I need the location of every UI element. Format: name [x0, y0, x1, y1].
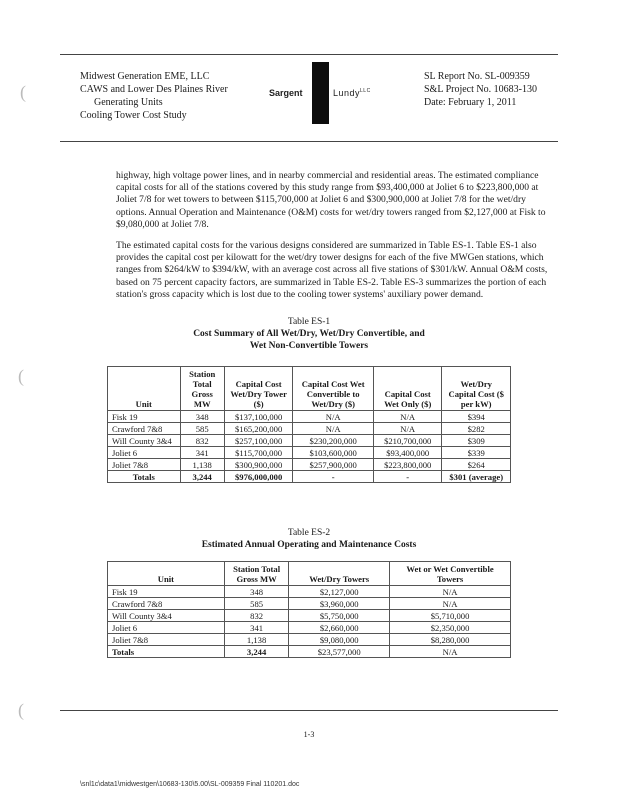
- cell-wet: $5,710,000: [390, 610, 511, 622]
- cell-wetdry: $257,100,000: [224, 435, 293, 447]
- col-header: Capital Cost Wet Convertible to Wet/Dry ($): [293, 367, 374, 411]
- cell-wetdry: $2,660,000: [289, 622, 390, 634]
- cell-unit: Crawford 7&8: [108, 598, 225, 610]
- col-header: Wet/Dry Capital Cost ($ per kW): [442, 367, 511, 411]
- cell-mw: 1,138: [180, 459, 224, 471]
- cell-wetdry: $976,000,000: [224, 471, 293, 483]
- cell-wetdry: $3,960,000: [289, 598, 390, 610]
- margin-mark: (: [18, 366, 24, 386]
- cell-unit: Will County 3&4: [108, 435, 181, 447]
- cell-unit: Joliet 7&8: [108, 459, 181, 471]
- margin-mark: (: [18, 700, 24, 720]
- cell-mw: 3,244: [180, 471, 224, 483]
- cell-convertible: $103,600,000: [293, 447, 374, 459]
- report-number: SL Report No. SL-009359: [424, 71, 530, 82]
- cell-unit: Will County 3&4: [108, 610, 225, 622]
- logo-word-left: Sargent: [269, 88, 303, 98]
- table-row: [108, 622, 511, 634]
- cell-mw: 585: [180, 423, 224, 435]
- cost-summary-table: [107, 366, 511, 483]
- cell-wetonly: $223,800,000: [373, 459, 442, 471]
- col-header: Unit: [108, 367, 181, 411]
- cell-convertible: -: [293, 471, 374, 483]
- project-number: S&L Project No. 10683-130: [424, 84, 537, 95]
- paragraph-2: The estimated capital costs for the various designs considered are summarized in Table ES-1. Table ES-1 also provides the capital cost per kilowatt for the wet/dry tower designs for each of the five MWGen stations, which ranges from $264/kW to $394/kW, with an average cost across all five stations of $301/kW. Annual O&M costs, based on 75 percent capacity factors, are summarized in Table ES-2. Table ES-3 summarizes the portion of each station's gross capacity which is lost due to the cooling tower systems' auxiliary power demand.: [116, 240, 548, 300]
- file-path: \snl1c\data1\midwestgen\10683-130\5.00\SL-009359 Final 110201.doc: [80, 781, 300, 788]
- cell-wet: N/A: [390, 598, 511, 610]
- om-cost-table: [107, 561, 511, 658]
- cell-wetonly: -: [373, 471, 442, 483]
- col-header: Capital Cost Wet Only ($): [373, 367, 442, 411]
- header-bottom-rule: [60, 141, 558, 142]
- cell-wetdry: $165,200,000: [224, 423, 293, 435]
- logo-bar: [312, 62, 329, 124]
- col-header: Unit: [108, 562, 225, 586]
- cell-perkw: $301 (average): [442, 471, 511, 483]
- cell-wetdry: $9,080,000: [289, 634, 390, 646]
- table-row: [108, 411, 511, 423]
- cell-mw: 348: [180, 411, 224, 423]
- cell-totals-label: Totals: [108, 646, 225, 658]
- cell-wet: N/A: [390, 646, 511, 658]
- cell-mw: 832: [224, 610, 288, 622]
- report-date: Date: February 1, 2011: [424, 97, 517, 108]
- cell-wetonly: N/A: [373, 411, 442, 423]
- cell-perkw: $394: [442, 411, 511, 423]
- table-header-row: [108, 367, 511, 411]
- table2-label: Table ES-2: [287, 528, 331, 538]
- cell-unit: Crawford 7&8: [108, 423, 181, 435]
- totals-row: [108, 646, 511, 658]
- cell-wetdry: $300,900,000: [224, 459, 293, 471]
- cell-wetdry: $23,577,000: [289, 646, 390, 658]
- cell-wetdry: $2,127,000: [289, 586, 390, 598]
- cell-unit: Joliet 7&8: [108, 634, 225, 646]
- table1-label: Table ES-1: [287, 317, 331, 327]
- cell-mw: 1,138: [224, 634, 288, 646]
- cell-wetdry: $115,700,000: [224, 447, 293, 459]
- table-row: [108, 423, 511, 435]
- header-company: Midwest Generation EME, LLC: [80, 71, 210, 82]
- paragraph-1: highway, high voltage power lines, and in nearby commercial and residential areas. The estimated compliance capital costs for all of the stations covered by this study range from $93,400,000 at Joliet 6 to $223,800,000 at Joliet 7/8 for wet towers to between $115,700,000 at Joliet 6 and $300,900,000 at Joliet 7/8 for the wet/dry options. Annual Operation and Maintenance (O&M) costs for wet/dry towers ranged from $2,127,000 at Fisk to $9,080,000 at Joliet 7/8.: [116, 170, 546, 230]
- col-header: Wet/Dry Towers: [289, 562, 390, 586]
- table-row: [108, 447, 511, 459]
- cell-unit: Joliet 6: [108, 622, 225, 634]
- totals-row: [108, 471, 511, 483]
- col-header: Station Total Gross MW: [180, 367, 224, 411]
- sargent-lundy-logo: [269, 62, 369, 124]
- table1-title-line2: Wet Non-Convertible Towers: [249, 341, 369, 351]
- cell-perkw: $309: [442, 435, 511, 447]
- cell-wet: $2,350,000: [390, 622, 511, 634]
- cell-wetdry: $5,750,000: [289, 610, 390, 622]
- table-row: [108, 598, 511, 610]
- cell-mw: 585: [224, 598, 288, 610]
- cell-wet: $8,280,000: [390, 634, 511, 646]
- cell-wetonly: $93,400,000: [373, 447, 442, 459]
- table-row: [108, 586, 511, 598]
- cell-perkw: $339: [442, 447, 511, 459]
- cell-mw: 3,244: [224, 646, 288, 658]
- cell-wetonly: $210,700,000: [373, 435, 442, 447]
- cell-totals-label: Totals: [108, 471, 181, 483]
- cell-mw: 341: [224, 622, 288, 634]
- cell-wetdry: $137,100,000: [224, 411, 293, 423]
- header-left-block: [80, 70, 228, 122]
- col-header: Wet or Wet Convertible Towers: [390, 562, 511, 586]
- cell-convertible: $257,900,000: [293, 459, 374, 471]
- header-right-block: [424, 70, 537, 109]
- logo-word-right: Lundy$^{LLC}$: [333, 88, 371, 98]
- cell-convertible: $230,200,000: [293, 435, 374, 447]
- table-row: [108, 610, 511, 622]
- col-header: Capital Cost Wet/Dry Tower ($): [224, 367, 293, 411]
- header-units: Generating Units: [94, 97, 163, 108]
- cell-perkw: $282: [442, 423, 511, 435]
- cell-unit: Fisk 19: [108, 411, 181, 423]
- table-header-row: [108, 562, 511, 586]
- cell-unit: Joliet 6: [108, 447, 181, 459]
- page-number: 1-3: [303, 730, 315, 739]
- margin-mark: (: [20, 82, 26, 102]
- table2-title: Estimated Annual Operating and Maintenance Costs: [201, 540, 417, 550]
- header-study: Cooling Tower Cost Study: [80, 110, 187, 121]
- footer-rule: [60, 710, 558, 711]
- header-top-rule: [60, 54, 558, 55]
- table-row: [108, 459, 511, 471]
- cell-perkw: $264: [442, 459, 511, 471]
- cell-mw: 832: [180, 435, 224, 447]
- cell-convertible: N/A: [293, 423, 374, 435]
- table2-caption: [100, 527, 518, 551]
- cell-mw: 341: [180, 447, 224, 459]
- header-project: CAWS and Lower Des Plaines River: [80, 84, 228, 95]
- cell-wet: N/A: [390, 586, 511, 598]
- table1-caption: [100, 316, 518, 352]
- cell-convertible: N/A: [293, 411, 374, 423]
- cell-mw: 348: [224, 586, 288, 598]
- table-row: [108, 634, 511, 646]
- table-row: [108, 435, 511, 447]
- col-header: Station Total Gross MW: [224, 562, 288, 586]
- cell-unit: Fisk 19: [108, 586, 225, 598]
- cell-wetonly: N/A: [373, 423, 442, 435]
- table1-title-line1: Cost Summary of All Wet/Dry, Wet/Dry Convertible, and: [193, 329, 425, 339]
